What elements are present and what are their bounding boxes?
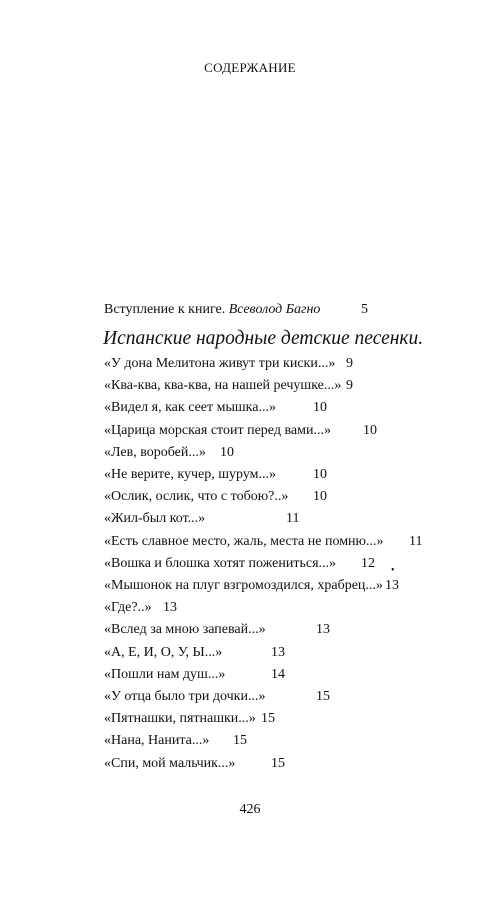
toc-entry-page: 9 — [346, 356, 353, 371]
toc-entry — [104, 733, 247, 755]
toc-entry — [104, 467, 327, 489]
toc-entry-page: 14 — [271, 666, 285, 682]
toc-entry — [104, 533, 423, 556]
toc-entry — [104, 489, 327, 511]
toc-entry-page: 13 — [163, 600, 177, 616]
toc-entry-title: «Лев, воробей...» — [104, 444, 206, 460]
toc-entry-page: 15 — [271, 755, 285, 771]
toc-entry-page: 12 — [361, 555, 375, 571]
toc-entry-title: «Мышонок на плуг взгромоздился, храбрец...» — [104, 578, 383, 593]
toc-entry-title: «Вслед за мною запевай...» — [104, 622, 266, 638]
toc-entry-page: 13 — [271, 644, 285, 660]
intro-title: Вступление к книге. — [104, 302, 226, 317]
intro-page-number: 5 — [361, 302, 368, 317]
toc-entry-page: 11 — [286, 511, 300, 527]
toc-entry-page: 10 — [313, 400, 327, 416]
toc-entry-title: «У отца было три дочки...» — [104, 689, 266, 704]
toc-entry-page: 10 — [220, 444, 234, 460]
toc-entry-page: 13 — [316, 622, 330, 638]
toc-entry — [104, 600, 177, 622]
toc-entry-title: «Спи, мой мальчик...» — [104, 755, 236, 771]
toc-entry — [104, 644, 285, 667]
toc-entry-title: «Где?..» — [104, 600, 152, 616]
toc-entry-page: 15 — [233, 733, 247, 749]
toc-entry — [104, 378, 353, 400]
toc-entry-title: «Царица морская стоит перед вами...» — [104, 422, 331, 438]
toc-entry — [104, 400, 327, 422]
toc-entry-page: 15 — [261, 711, 275, 727]
toc-entry-title: «Есть славное место, жаль, места не помню...» — [104, 533, 384, 549]
page-number: 426 — [239, 802, 261, 817]
toc-entry-page: 9 — [346, 378, 353, 394]
stray-mark: • — [391, 565, 395, 576]
toc-entry-title: «Видел я, как сеет мышка...» — [104, 400, 276, 416]
toc-entry-page: 10 — [363, 422, 377, 438]
toc-entry — [104, 755, 285, 778]
toc-entry-title: «У дона Мелитона живут три киски...» — [104, 356, 336, 371]
intro-author: Всеволод Багно — [228, 302, 321, 317]
toc-entry-title: «А, Е, И, О, У, Ы...» — [104, 644, 223, 660]
toc-entry — [104, 555, 375, 578]
toc-entry-title: «Ослик, ослик, что с тобою?..» — [104, 489, 289, 505]
toc-entry — [104, 444, 234, 467]
toc-entry-title: «Пятнашки, пятнашки...» — [104, 711, 256, 727]
toc-entry-title: «Пошли нам душ...» — [104, 666, 226, 682]
toc-entry — [104, 511, 300, 533]
intro-entry — [104, 302, 368, 318]
toc-entry-page: 13 — [385, 578, 399, 593]
toc-entry — [104, 356, 353, 378]
toc-entry — [104, 622, 330, 644]
toc-entry-title: «Вошка и блошка хотят пожениться...» — [104, 555, 337, 571]
toc-entry — [104, 689, 330, 711]
toc-entry-page: 10 — [313, 467, 327, 482]
section-title: Испанские народные детские песенки. — [103, 328, 424, 349]
toc-entry-title: «Не верите, кучер, шурум...» — [104, 467, 277, 482]
toc-entry-title: «Жил-был кот...» — [104, 511, 206, 527]
toc-entry-title: «Нана, Нанита...» — [104, 733, 210, 749]
toc-entry-page: 15 — [316, 689, 330, 704]
toc-entry — [104, 578, 399, 600]
toc-entry-title: «Ква-ква, ква-ква, на нашей речушке...» — [104, 378, 342, 394]
toc-entry — [104, 666, 285, 689]
toc-entry-page: 11 — [409, 533, 423, 549]
contents-heading: СОДЕРЖАНИЕ — [204, 60, 296, 75]
toc-entry-page: 10 — [313, 489, 327, 505]
toc-entry — [104, 711, 275, 733]
toc-entry — [104, 422, 377, 445]
